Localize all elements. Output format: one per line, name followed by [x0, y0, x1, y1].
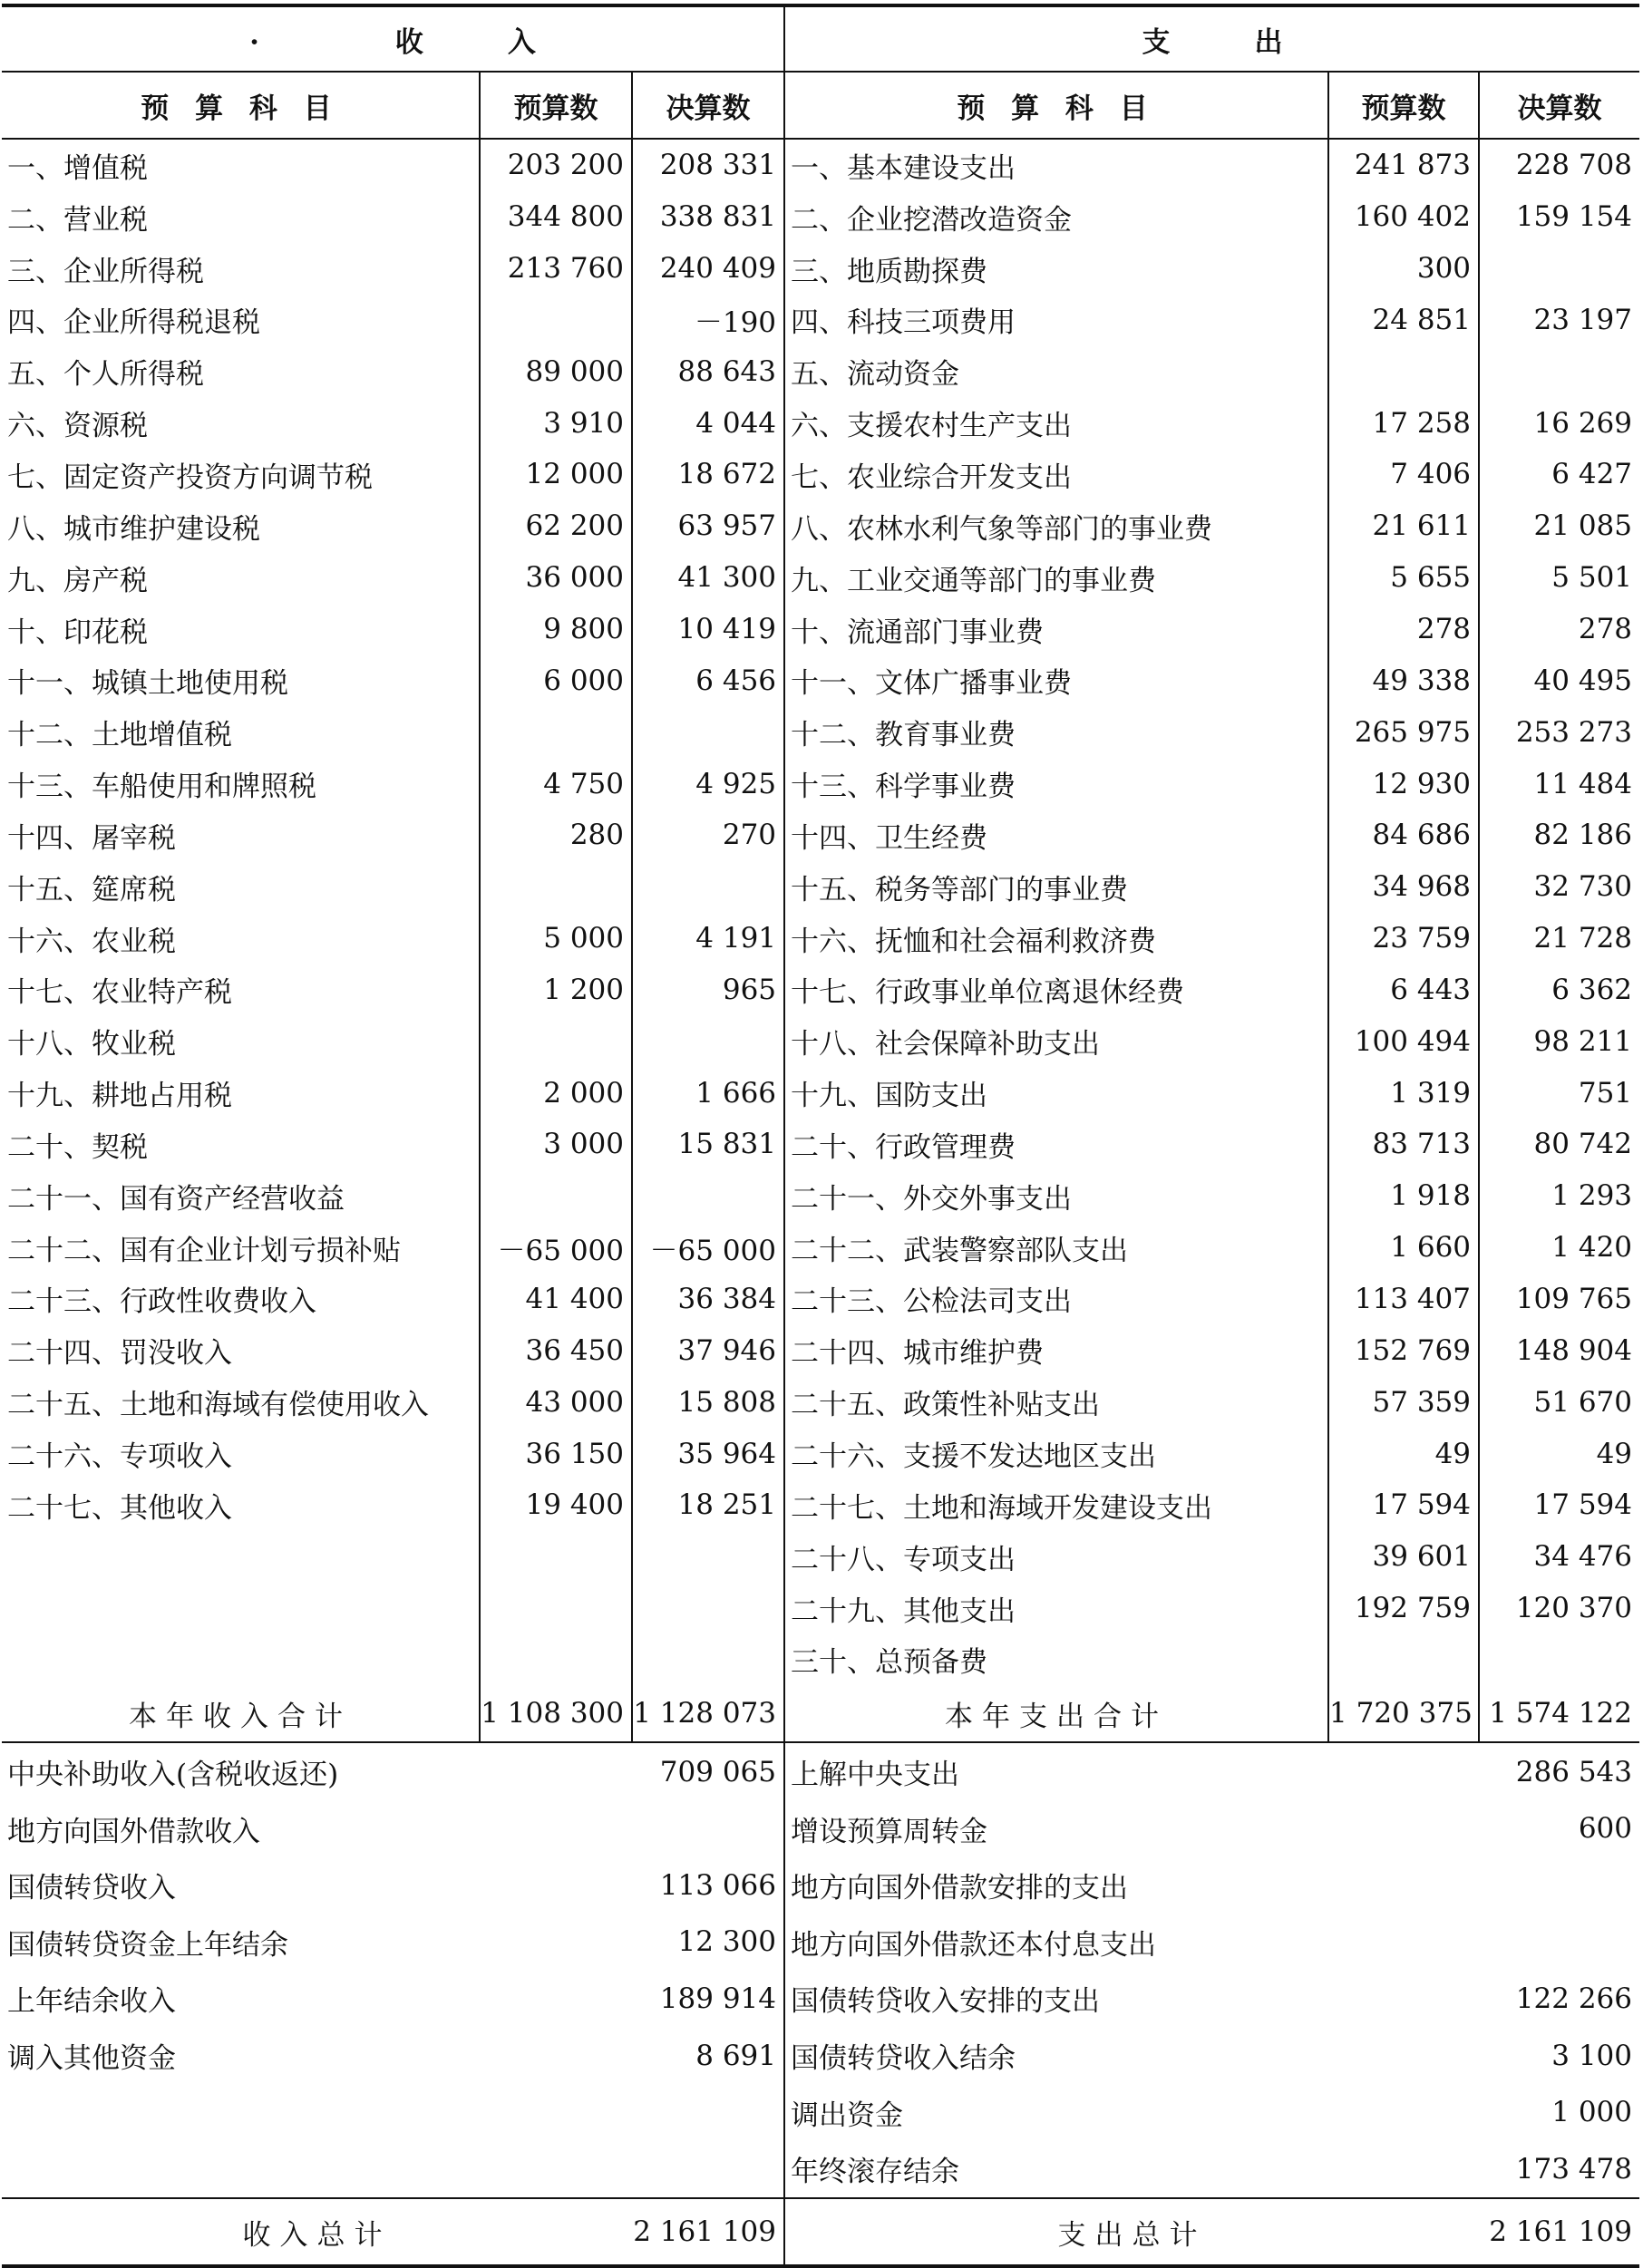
table-row: [2, 1015, 1639, 1067]
expense-col-budget: 预算数: [1328, 72, 1479, 139]
income-item-name: [2, 1583, 480, 1634]
table-row: [2, 1222, 1639, 1274]
expense-item-name: 八、农林水利气象等部门的事业费: [784, 500, 1328, 552]
table-row: [2, 1170, 1639, 1222]
income-item-name: [2, 1531, 480, 1583]
expense-item-name: 四、科技三项费用: [784, 295, 1328, 346]
list-item: [2, 1800, 1639, 1857]
expense-item-name: 二十九、其他支出: [784, 1583, 1328, 1634]
lower-income-name: 中央补助收入(含税收返还): [7, 1759, 339, 1792]
expense-item-name: 十一、文体广播事业费: [784, 654, 1328, 706]
expense-item-budget: 241 873: [1328, 139, 1479, 191]
income-item-budget: 1 200: [480, 964, 632, 1016]
expense-item-final: 51 670: [1533, 1385, 1633, 1419]
expense-item-budget: 300: [1328, 243, 1479, 295]
expense-item-name: 十六、抚恤和社会福利救济费: [784, 913, 1328, 964]
income-item-name: 十一、城镇土地使用税: [2, 654, 480, 706]
expense-item-budget: 278: [1328, 604, 1479, 655]
expense-item-name: 六、支援农村生产支出: [784, 397, 1328, 449]
table-row: [2, 1376, 1639, 1428]
income-item-final: 240 409: [632, 243, 784, 295]
lower-income-value: [632, 2084, 784, 2141]
lower-income-name: 上年结余收入: [7, 1985, 176, 2019]
expense-total-label: 本年支出合计: [784, 1685, 1328, 1742]
expense-item-budget: 1 319: [1328, 1067, 1479, 1119]
income-item-name: 十四、屠宰税: [2, 809, 480, 861]
income-item-final: 1 666: [632, 1067, 784, 1119]
income-item-budget: 203 200: [480, 139, 632, 191]
income-section-header: [2, 5, 784, 72]
lower-income-value: 8 691: [632, 2027, 784, 2084]
lower-income-value: 709 065: [632, 1743, 784, 1800]
income-dot: ·: [249, 25, 259, 59]
lower-expense-value: [1479, 1857, 1639, 1914]
expense-item-final: 82 186: [1533, 819, 1633, 852]
table-row: [2, 913, 1639, 964]
expense-item-budget: 1 918: [1328, 1170, 1479, 1222]
list-item: [2, 2084, 1639, 2141]
income-item-final: 4 191: [632, 913, 784, 964]
lower-income-value: 12 300: [632, 1914, 784, 1971]
expense-item-final: 1 293: [1551, 1179, 1633, 1213]
income-item-budget: [480, 861, 632, 913]
expense-total-final: 1 574 122: [1479, 1685, 1639, 1742]
income-item-budget: 36 150: [480, 1428, 632, 1479]
table-row: [2, 397, 1639, 449]
table-row: [2, 604, 1639, 655]
lower-expense-name: 国债转贷收入安排的支出: [791, 1985, 1100, 2019]
income-col-item: 预 算 科 目: [2, 72, 480, 139]
income-item-budget: 5 000: [480, 913, 632, 964]
income-total-label: 本年收入合计: [2, 1685, 480, 1742]
expense-item-final: 17 594: [1533, 1488, 1633, 1522]
income-item-name: 十六、农业税: [2, 913, 480, 964]
table-row: [2, 1324, 1639, 1376]
expense-item-name: 二十六、支援不发达地区支出: [784, 1428, 1328, 1479]
income-item-budget: 3 910: [480, 397, 632, 449]
expense-item-budget: 39 601: [1328, 1531, 1479, 1583]
expense-item-name: 十五、税务等部门的事业费: [784, 861, 1328, 913]
income-total-final: 1 128 073: [632, 1685, 784, 1742]
expense-item-budget: 84 686: [1328, 809, 1479, 861]
income-item-final: 37 946: [632, 1324, 784, 1376]
expense-item-name: 一、基本建设支出: [784, 139, 1328, 191]
lower-income-name: [2, 2084, 632, 2141]
list-item: [2, 1971, 1639, 2028]
income-col-final: 决算数: [632, 72, 784, 139]
expense-item-name: 十七、行政事业单位离退休经费: [784, 964, 1328, 1016]
expense-item-budget: 83 713: [1328, 1119, 1479, 1170]
income-item-name: 十八、牧业税: [2, 1015, 480, 1067]
expense-item-name: 三、地质勘探费: [784, 243, 1328, 295]
table-row: [2, 654, 1639, 706]
expense-item-final: 11 484: [1533, 767, 1633, 800]
income-item-name: 十七、农业特产税: [2, 964, 480, 1016]
expense-item-budget: 12 930: [1328, 758, 1479, 809]
income-item-final: [632, 861, 784, 913]
expense-item-budget: 5 655: [1328, 552, 1479, 604]
income-item-final: 41 300: [632, 552, 784, 604]
table-row: [2, 139, 1639, 191]
table-row: [2, 758, 1639, 809]
lower-income-value: [632, 2140, 784, 2198]
income-item-final: 6 456: [632, 654, 784, 706]
table-row: [2, 500, 1639, 552]
income-item-name: 十五、筵席税: [2, 861, 480, 913]
income-item-name: 二十一、国有资产经营收益: [2, 1170, 480, 1222]
expense-item-name: 十四、卫生经费: [784, 809, 1328, 861]
expense-item-final: 751: [1578, 1076, 1633, 1110]
list-item: [2, 1914, 1639, 1971]
expense-item-budget: 57 359: [1328, 1376, 1479, 1428]
lower-expense-name: 上解中央支出: [791, 1759, 959, 1792]
table-row: [2, 1531, 1639, 1583]
expense-item-final: [1479, 1633, 1639, 1685]
expense-item-budget: 49 338: [1328, 654, 1479, 706]
lower-rows: [2, 1743, 1639, 2198]
lower-income-name: 国债转贷收入: [7, 1872, 176, 1905]
expense-item-name: 七、农业综合开发支出: [784, 449, 1328, 500]
income-item-final: 4 925: [632, 758, 784, 809]
table-row: [2, 809, 1639, 861]
budget-table: [2, 4, 1639, 2253]
table-row: [2, 295, 1639, 346]
list-item: [2, 2140, 1639, 2198]
lower-expense-name: 调出资金: [791, 2098, 903, 2132]
income-item-budget: 89 000: [480, 345, 632, 397]
expense-item-budget: 34 968: [1328, 861, 1479, 913]
income-item-budget: 344 800: [480, 191, 632, 243]
income-item-budget: －65 000: [480, 1222, 632, 1274]
expense-item-name: 二十四、城市维护费: [784, 1324, 1328, 1376]
table-row: [2, 1583, 1639, 1634]
expense-item-final: 98 211: [1533, 1024, 1633, 1058]
income-item-budget: [480, 1015, 632, 1067]
income-item-name: 二十二、国有企业计划亏损补贴: [2, 1222, 480, 1274]
grand-total-row: [2, 2198, 1639, 2266]
expense-col-item: 预 算 科 目: [784, 72, 1328, 139]
expense-item-final: 148 904: [1515, 1333, 1633, 1367]
lower-income-value: [632, 1800, 784, 1857]
expense-grand-label: 支出总计: [784, 2198, 1479, 2266]
expense-item-name: 十二、教育事业费: [784, 706, 1328, 758]
income-item-final: [632, 1170, 784, 1222]
income-item-final: 4 044: [632, 397, 784, 449]
expense-item-name: 二十五、政策性补贴支出: [784, 1376, 1328, 1428]
income-item-final: 63 957: [632, 500, 784, 552]
expense-item-budget: [1328, 345, 1479, 397]
expense-item-final: 109 765: [1515, 1282, 1633, 1315]
expense-item-budget: 17 594: [1328, 1479, 1479, 1531]
table-row: [2, 1479, 1639, 1531]
lower-income-name: 调入其他资金: [7, 2042, 176, 2076]
expense-grand-value: 2 161 109: [1479, 2198, 1639, 2266]
expense-item-name: 二十七、土地和海域开发建设支出: [784, 1479, 1328, 1531]
income-item-budget: [480, 1531, 632, 1583]
table-row: [2, 1274, 1639, 1325]
income-item-name: 六、资源税: [2, 397, 480, 449]
expense-item-final: 23 197: [1533, 303, 1633, 336]
upper-rows: [2, 139, 1639, 1685]
income-item-budget: 41 400: [480, 1274, 632, 1325]
income-item-budget: 12 000: [480, 449, 632, 500]
expense-item-name: 二十八、专项支出: [784, 1531, 1328, 1583]
list-item: [2, 1857, 1639, 1914]
income-item-budget: [480, 295, 632, 346]
income-item-name: 三、企业所得税: [2, 243, 480, 295]
expense-item-budget: 265 975: [1328, 706, 1479, 758]
expense-item-budget: 192 759: [1328, 1583, 1479, 1634]
income-item-budget: 9 800: [480, 604, 632, 655]
lower-expense-value: 173 478: [1515, 2152, 1632, 2186]
income-item-name: 二十五、土地和海域有偿使用收入: [2, 1376, 480, 1428]
expense-total-budget: 1 720 375: [1328, 1685, 1479, 1742]
expense-item-budget: 24 851: [1328, 295, 1479, 346]
expense-item-budget: 7 406: [1328, 449, 1479, 500]
income-item-final: 35 964: [632, 1428, 784, 1479]
annual-total-row: [2, 1685, 1639, 1742]
income-item-budget: 280: [480, 809, 632, 861]
expense-item-name: 十九、国防支出: [784, 1067, 1328, 1119]
income-item-final: [632, 1633, 784, 1685]
table-row: [2, 552, 1639, 604]
lower-expense-name: 地方向国外借款安排的支出: [791, 1872, 1128, 1905]
income-item-budget: [480, 1583, 632, 1634]
expense-item-final: 228 708: [1515, 149, 1633, 182]
expense-item-budget: 113 407: [1328, 1274, 1479, 1325]
lower-income-name: [2, 2140, 632, 2198]
table-row: [2, 345, 1639, 397]
table-row: [2, 706, 1639, 758]
expense-item-budget: 160 402: [1328, 191, 1479, 243]
income-item-budget: 19 400: [480, 1479, 632, 1531]
income-item-budget: 36 450: [480, 1324, 632, 1376]
expense-item-budget: 152 769: [1328, 1324, 1479, 1376]
income-item-final: 10 419: [632, 604, 784, 655]
income-grand-label: 收入总计: [2, 2198, 632, 2266]
lower-expense-value: 286 543: [1515, 1755, 1632, 1788]
income-item-budget: 36 000: [480, 552, 632, 604]
income-title: 收 入: [394, 25, 536, 59]
income-item-final: 208 331: [632, 139, 784, 191]
expense-item-name: 十八、社会保障补助支出: [784, 1015, 1328, 1067]
expense-item-final: 34 476: [1533, 1540, 1633, 1574]
expense-item-final: 21 728: [1533, 922, 1633, 955]
income-item-name: 二十三、行政性收费收入: [2, 1274, 480, 1325]
income-item-name: 二十四、罚没收入: [2, 1324, 480, 1376]
table-row: [2, 191, 1639, 243]
income-item-final: 965: [632, 964, 784, 1016]
table-row: [2, 1633, 1639, 1685]
expense-item-final: 32 730: [1533, 870, 1633, 904]
income-item-budget: 213 760: [480, 243, 632, 295]
expense-item-name: 二十一、外交外事支出: [784, 1170, 1328, 1222]
expense-item-final: 80 742: [1533, 1128, 1633, 1161]
income-item-final: 18 251: [632, 1479, 784, 1531]
income-grand-value: 2 161 109: [632, 2198, 784, 2266]
expense-item-name: 九、工业交通等部门的事业费: [784, 552, 1328, 604]
expense-item-budget: 1 660: [1328, 1222, 1479, 1274]
income-item-name: 八、城市维护建设税: [2, 500, 480, 552]
expense-item-name: 二、企业挖潜改造资金: [784, 191, 1328, 243]
lower-income-value: 113 066: [632, 1857, 784, 1914]
income-item-budget: 62 200: [480, 500, 632, 552]
income-item-budget: 43 000: [480, 1376, 632, 1428]
lower-expense-name: 地方向国外借款还本付息支出: [791, 1928, 1156, 1962]
income-item-final: 36 384: [632, 1274, 784, 1325]
expense-item-budget: 23 759: [1328, 913, 1479, 964]
income-item-final: －190: [632, 295, 784, 346]
income-item-final: 15 808: [632, 1376, 784, 1428]
expense-item-final: 278: [1578, 613, 1633, 646]
income-item-name: 一、增值税: [2, 139, 480, 191]
income-item-budget: [480, 1170, 632, 1222]
table-row: [2, 861, 1639, 913]
income-item-final: 88 643: [632, 345, 784, 397]
income-item-budget: 4 750: [480, 758, 632, 809]
expense-item-final: 5 501: [1551, 561, 1633, 595]
lower-expense-name: 年终滚存结余: [791, 2156, 959, 2189]
lower-income-name: 国债转贷资金上年结余: [7, 1928, 288, 1962]
table-row: [2, 449, 1639, 500]
income-item-budget: [480, 1633, 632, 1685]
income-item-name: 十、印花税: [2, 604, 480, 655]
expense-item-name: 十、流通部门事业费: [784, 604, 1328, 655]
expense-item-final: 21 085: [1533, 509, 1633, 543]
expense-item-name: 二十、行政管理费: [784, 1119, 1328, 1170]
income-item-final: [632, 1015, 784, 1067]
expense-item-budget: 17 258: [1328, 397, 1479, 449]
expense-item-final: 120 370: [1515, 1592, 1633, 1625]
expense-item-name: 十三、科学事业费: [784, 758, 1328, 809]
lower-table: [2, 1743, 1639, 2268]
expense-item-final: 1 420: [1551, 1231, 1633, 1265]
expense-item-final: [1479, 243, 1639, 295]
lower-income-name: 地方向国外借款收入: [7, 1815, 260, 1848]
income-item-final: －65 000: [632, 1222, 784, 1274]
income-item-budget: [480, 706, 632, 758]
income-item-final: 15 831: [632, 1119, 784, 1170]
income-item-budget: 6 000: [480, 654, 632, 706]
table-row: [2, 1428, 1639, 1479]
expense-item-name: 五、流动资金: [784, 345, 1328, 397]
upper-table: [2, 4, 1639, 1743]
income-item-final: [632, 1583, 784, 1634]
expense-item-final: 40 495: [1533, 664, 1633, 697]
income-item-final: [632, 1531, 784, 1583]
lower-expense-value: 3 100: [1551, 2039, 1632, 2072]
income-item-final: [632, 706, 784, 758]
expense-item-final: 253 273: [1515, 715, 1633, 749]
expense-item-name: 二十三、公检法司支出: [784, 1274, 1328, 1325]
lower-expense-name: 增设预算周转金: [791, 1815, 987, 1848]
expense-item-final: 6 427: [1551, 458, 1633, 491]
expense-item-final: 16 269: [1533, 406, 1633, 440]
income-item-final: 338 831: [632, 191, 784, 243]
expense-item-budget: 21 611: [1328, 500, 1479, 552]
income-item-name: 二十、契税: [2, 1119, 480, 1170]
expense-item-final: 49: [1596, 1437, 1633, 1470]
income-item-name: 九、房产税: [2, 552, 480, 604]
income-item-name: 四、企业所得税退税: [2, 295, 480, 346]
income-item-final: 270: [632, 809, 784, 861]
table-row: [2, 243, 1639, 295]
income-item-name: 二十七、其他收入: [2, 1479, 480, 1531]
table-row: [2, 964, 1639, 1016]
expense-section-header: 支 出: [784, 5, 1639, 72]
lower-income-value: 189 914: [632, 1971, 784, 2028]
income-item-name: 十二、土地增值税: [2, 706, 480, 758]
expense-item-name: 三十、总预备费: [784, 1633, 1328, 1685]
expense-item-budget: 100 494: [1328, 1015, 1479, 1067]
income-item-name: 七、固定资产投资方向调节税: [2, 449, 480, 500]
income-item-name: 十九、耕地占用税: [2, 1067, 480, 1119]
table-row: [2, 1119, 1639, 1170]
income-item-final: 18 672: [632, 449, 784, 500]
expense-item-final: 159 154: [1515, 200, 1633, 234]
expense-item-budget: 6 443: [1328, 964, 1479, 1016]
lower-expense-value: 600: [1578, 1812, 1632, 1846]
income-item-name: 二十六、专项收入: [2, 1428, 480, 1479]
list-item: [2, 1743, 1639, 1800]
table-row: [2, 1067, 1639, 1119]
expense-item-budget: 49: [1328, 1428, 1479, 1479]
income-item-budget: 3 000: [480, 1119, 632, 1170]
income-col-budget: 预算数: [480, 72, 632, 139]
expense-item-budget: [1328, 1633, 1479, 1685]
income-item-name: [2, 1633, 480, 1685]
income-item-name: 十三、车船使用和牌照税: [2, 758, 480, 809]
expense-item-name: 二十二、武装警察部队支出: [784, 1222, 1328, 1274]
lower-expense-value: 1 000: [1551, 2096, 1632, 2129]
lower-expense-name: 国债转贷收入结余: [791, 2042, 1016, 2076]
expense-col-final: 决算数: [1479, 72, 1639, 139]
lower-expense-value: [1479, 1914, 1639, 1971]
income-total-budget: 1 108 300: [480, 1685, 632, 1742]
lower-expense-value: 122 266: [1515, 1982, 1632, 2015]
expense-item-final: 6 362: [1551, 973, 1633, 1006]
income-item-budget: 2 000: [480, 1067, 632, 1119]
list-item: [2, 2027, 1639, 2084]
expense-item-final: [1479, 345, 1639, 397]
income-item-name: 二、营业税: [2, 191, 480, 243]
income-item-name: 五、个人所得税: [2, 345, 480, 397]
